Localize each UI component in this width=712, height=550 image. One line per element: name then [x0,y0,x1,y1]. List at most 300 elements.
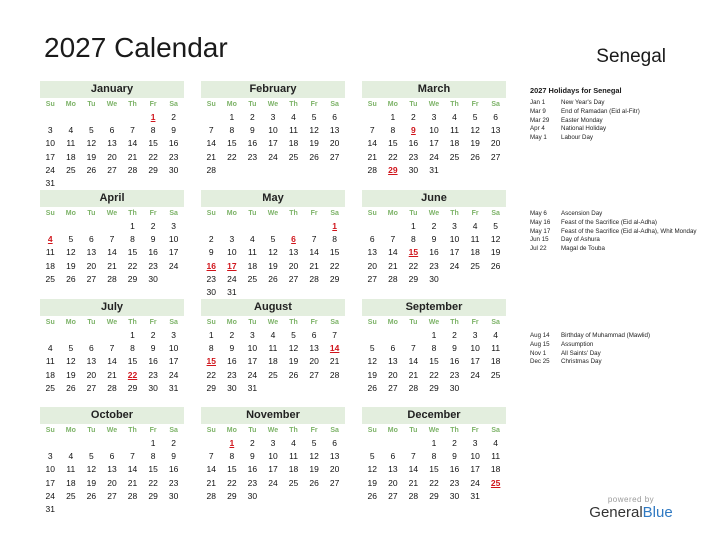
weekday-label: Su [367,427,377,434]
weekday-label: Tu [248,427,257,434]
day-cell: 11 [66,138,76,149]
empty-day-cell [263,220,284,233]
month-november [201,407,345,503]
day-cell: 19 [470,138,480,149]
day-cell: 11 [289,451,298,462]
month-grid [362,424,506,503]
day-cell: 13 [388,464,398,475]
day-cell: 11 [45,356,55,367]
day-cell: 30 [449,490,460,501]
day-cell: 13 [309,343,319,354]
day-cell: 17 [470,464,480,475]
day-cell: 14 [408,356,419,367]
holiday-date: May 1 [530,134,547,142]
holiday-day-cell: 17 [227,260,237,271]
day-cell: 1 [130,221,135,231]
weekday-label: Fr [310,319,318,326]
day-cell: 4 [68,451,74,462]
day-cell: 24 [45,164,56,175]
empty-day-cell [81,111,102,124]
day-cell: 12 [367,464,378,475]
day-cell: 5 [493,221,499,231]
brand-blue: Blue [642,504,673,521]
day-cell: 23 [168,477,179,488]
day-cell: 8 [332,234,338,245]
day-cell: 7 [109,343,115,354]
weekday-label: We [428,210,440,217]
day-cell: 6 [493,112,499,122]
generalblue-logo[interactable] [587,495,675,521]
day-cell: 14 [127,138,138,149]
holiday-date: Aug 14 [530,332,550,339]
day-cell: 22 [127,260,138,271]
day-cell: 22 [148,151,158,162]
day-cell: 4 [68,125,74,136]
weekday-label: Tu [248,319,257,326]
weekday-label: Su [45,319,55,326]
day-cell: 7 [332,330,338,340]
empty-day-cell [61,111,82,124]
empty-day-cell [102,329,123,342]
day-cell: 29 [206,382,217,393]
day-cell: 4 [270,330,276,340]
day-cell: 24 [429,151,439,162]
weekday-label: Mo [65,210,76,217]
weekday-label: Su [206,101,216,108]
weekday-label: Su [367,319,377,326]
day-cell: 15 [227,138,237,149]
empty-day-cell [40,220,61,233]
weekday-label: We [267,427,279,434]
brand-name [587,504,675,521]
empty-day-cell [362,437,383,450]
day-cell: 2 [452,438,457,448]
day-cell: 7 [390,234,396,245]
day-cell: 4 [250,234,255,245]
day-cell: 7 [130,451,135,462]
weekday-label: Th [128,210,137,217]
holiday-date: Mar 29 [530,116,550,124]
empty-day-cell [383,220,404,233]
day-cell: 3 [229,234,235,245]
weekday-label: Mo [65,427,76,434]
day-cell: 10 [470,451,480,462]
month-grid [40,207,184,286]
day-cell: 5 [369,343,375,354]
day-cell: 7 [208,125,214,136]
month-header: May [201,190,345,207]
day-cell: 20 [86,260,97,271]
day-cell: 21 [107,369,117,380]
day-cell: 7 [311,234,317,245]
day-cell: 1 [229,112,235,122]
day-cell: 21 [206,151,217,162]
month-june [362,190,506,286]
day-cell: 28 [367,164,378,175]
day-cell: 26 [490,260,501,271]
day-cell: 16 [168,464,179,475]
month-header: March [362,81,506,98]
day-cell: 14 [408,464,419,475]
weekday-label: Mo [387,210,398,217]
day-cell: 12 [268,247,278,258]
day-cell: 10 [268,125,278,136]
holiday-name: New Year's Day [561,99,605,106]
day-cell: 22 [206,369,217,380]
day-cell: 10 [45,464,56,475]
day-cell: 30 [247,490,258,501]
day-cell: 15 [127,247,138,258]
weekday-label: Th [289,210,298,217]
day-cell: 20 [367,260,378,271]
weekday-label: Fr [149,319,157,326]
day-cell: 10 [449,234,460,245]
day-cell: 26 [268,273,278,284]
day-cell: 14 [206,464,217,475]
day-cell: 18 [288,464,299,475]
day-cell: 2 [171,112,177,122]
weekday-label: Th [128,427,137,434]
day-cell: 21 [408,369,419,380]
weekday-label: Sa [330,101,339,108]
day-cell: 9 [431,234,437,245]
holiday-date: May 17 [530,227,551,235]
weekday-label: Th [450,427,459,434]
day-cell: 26 [309,477,319,488]
day-cell: 11 [268,343,278,354]
day-cell: 16 [227,356,237,367]
day-cell: 21 [309,260,319,271]
day-cell: 26 [66,382,76,393]
weekday-label: Tu [409,427,418,434]
day-cell: 12 [66,356,76,367]
day-cell: 5 [68,343,74,354]
day-cell: 28 [107,273,117,284]
month-header: July [40,299,184,316]
day-cell: 2 [150,221,156,231]
weekday-label: We [106,210,118,217]
weekday-label: We [267,319,279,326]
day-cell: 12 [86,138,97,149]
empty-day-cell [81,220,102,233]
day-cell: 29 [429,382,439,393]
weekday-label: Su [206,210,216,217]
weekday-label: Sa [491,210,500,217]
day-cell: 28 [408,490,419,501]
day-cell: 13 [107,464,117,475]
holiday-name: Birthday of Muhammad (Mawlid) [561,332,651,339]
day-cell: 8 [130,343,135,354]
month-header: February [201,81,345,98]
weekday-label: Tu [409,319,418,326]
day-cell: 7 [369,125,375,136]
weekday-label: Tu [409,101,418,108]
day-cell: 25 [288,151,299,162]
empty-day-cell [283,220,304,233]
weekday-label: Sa [330,210,339,217]
day-cell: 30 [429,273,439,284]
weekday-label: Mo [387,427,398,434]
month-header: August [201,299,345,316]
day-cell: 12 [490,234,501,245]
day-cell: 2 [411,112,416,122]
day-cell: 23 [449,477,460,488]
day-cell: 20 [288,260,299,271]
day-cell: 13 [86,356,97,367]
day-cell: 9 [208,247,214,258]
day-cell: 20 [309,356,319,367]
day-cell: 27 [490,151,501,162]
day-cell: 24 [227,273,237,284]
day-cell: 9 [250,125,255,136]
day-cell: 18 [449,138,460,149]
holiday-day-cell: 1 [229,438,235,448]
day-cell: 21 [408,477,419,488]
day-cell: 25 [449,151,460,162]
weekday-label: Tu [87,319,96,326]
day-cell: 10 [429,125,439,136]
holiday-entry [530,117,700,126]
empty-day-cell [242,220,263,233]
month-january [40,81,184,190]
empty-day-cell [102,220,123,233]
day-cell: 22 [227,477,237,488]
holiday-name: Feast of the Sacrifice (Eid al-Adha) [561,218,657,226]
weekday-label: Tu [87,101,96,108]
holiday-name: Feast of the Sacrifice (Eid al-Adha), Whit Monday [561,227,697,235]
day-cell: 5 [68,234,74,245]
weekday-label: Fr [471,427,479,434]
day-cell: 25 [288,477,299,488]
day-cell: 30 [206,286,217,297]
day-cell: 11 [491,343,501,354]
day-cell: 22 [329,260,340,271]
day-cell: 18 [45,260,56,271]
weekday-label: Th [289,101,298,108]
day-cell: 28 [329,369,340,380]
day-cell: 23 [247,151,258,162]
weekday-label: Su [45,210,55,217]
day-cell: 25 [66,164,76,175]
weekday-label: We [267,101,279,108]
day-cell: 3 [171,221,177,231]
day-cell: 19 [490,247,501,258]
weekday-label: Tu [248,210,257,217]
weekday-label: Sa [491,427,500,434]
weekday-label: Th [450,210,459,217]
day-cell: 3 [171,330,177,340]
day-cell: 25 [490,369,501,380]
holiday-entry [530,210,700,219]
month-grid [40,98,184,190]
day-cell: 8 [411,234,416,245]
holiday-day-cell: 15 [408,247,419,258]
day-cell: 4 [47,343,53,354]
day-cell: 3 [431,112,437,122]
day-cell: 23 [206,273,217,284]
day-cell: 9 [452,451,457,462]
day-cell: 30 [408,164,419,175]
empty-day-cell [383,329,404,342]
empty-day-cell [383,437,404,450]
day-cell: 16 [449,356,460,367]
day-cell: 23 [449,369,460,380]
day-cell: 1 [208,330,214,340]
day-cell: 11 [289,125,298,136]
weekday-label: We [428,319,440,326]
weekday-label: Mo [387,319,398,326]
empty-day-cell [403,329,424,342]
day-cell: 8 [150,451,156,462]
day-cell: 22 [429,477,439,488]
month-august [201,299,345,395]
day-cell: 3 [472,438,478,448]
weekday-label: Mo [65,319,76,326]
day-cell: 4 [493,438,499,448]
day-cell: 28 [206,164,217,175]
weekday-label: Fr [310,101,318,108]
day-cell: 22 [148,477,158,488]
empty-day-cell [61,220,82,233]
day-cell: 7 [411,451,416,462]
day-cell: 13 [367,247,378,258]
day-cell: 25 [66,490,76,501]
holiday-name: Easter Monday [561,116,603,124]
day-cell: 29 [329,273,340,284]
day-cell: 1 [150,438,156,448]
day-cell: 29 [429,490,439,501]
day-cell: 12 [288,343,299,354]
day-cell: 18 [288,138,299,149]
day-cell: 15 [148,464,158,475]
day-cell: 9 [452,343,457,354]
day-cell: 13 [490,125,501,136]
weekday-label: Th [450,101,459,108]
day-cell: 18 [66,151,76,162]
day-cell: 4 [452,112,457,122]
holiday-date: Nov 1 [530,349,547,357]
holiday-date: May 16 [530,218,551,226]
day-cell: 27 [367,273,378,284]
day-cell: 25 [247,273,258,284]
weekday-label: Tu [87,210,96,217]
day-cell: 19 [86,477,97,488]
day-cell: 6 [369,234,375,245]
day-cell: 22 [408,260,419,271]
day-cell: 4 [493,330,499,340]
holiday-name: Labour Day [561,134,593,142]
weekday-label: Mo [65,101,76,108]
day-cell: 20 [107,477,117,488]
holiday-name: Ascension Day [561,210,603,217]
day-cell: 1 [431,438,437,448]
day-cell: 1 [411,221,416,231]
empty-day-cell [81,329,102,342]
day-cell: 31 [45,177,56,188]
day-cell: 7 [109,234,115,245]
day-cell: 25 [45,382,56,393]
day-cell: 26 [288,369,299,380]
day-cell: 9 [171,125,177,136]
day-cell: 27 [288,273,299,284]
holiday-entry [530,219,700,228]
day-cell: 1 [431,330,437,340]
day-cell: 5 [472,112,478,122]
day-cell: 29 [227,490,237,501]
day-cell: 17 [268,138,278,149]
weekday-label: Th [289,427,298,434]
empty-day-cell [201,111,222,124]
day-cell: 23 [148,260,158,271]
day-cell: 14 [309,247,319,258]
empty-day-cell [222,220,243,233]
day-cell: 23 [408,151,419,162]
brand-general: General [589,504,643,521]
day-cell: 20 [329,464,340,475]
month-grid [201,316,345,395]
weekday-label: We [267,210,279,217]
holiday-day-cell: 16 [206,260,217,271]
day-cell: 15 [429,356,439,367]
day-cell: 21 [329,356,340,367]
day-cell: 4 [291,438,296,448]
weekday-label: Tu [409,210,418,217]
month-october [40,407,184,516]
day-cell: 26 [470,151,480,162]
weekday-label: Mo [387,101,398,108]
holiday-entry [530,108,700,117]
day-cell: 17 [45,151,56,162]
weekday-label: We [106,101,118,108]
month-february [201,81,345,177]
day-cell: 12 [86,464,97,475]
day-cell: 18 [268,356,278,367]
day-cell: 20 [107,151,117,162]
day-cell: 17 [247,356,258,367]
day-cell: 29 [408,273,419,284]
day-cell: 8 [208,343,214,354]
day-cell: 8 [431,451,437,462]
holiday-entry [530,358,700,367]
day-cell: 27 [309,369,319,380]
day-cell: 14 [388,247,398,258]
weekday-label: Mo [226,101,237,108]
day-cell: 25 [470,260,480,271]
day-cell: 9 [250,451,255,462]
month-grid [201,424,345,503]
day-cell: 10 [268,451,278,462]
holiday-day-cell: 25 [490,477,501,488]
weekday-label: Fr [471,210,479,217]
weekday-label: Su [206,319,216,326]
day-cell: 13 [329,125,340,136]
day-cell: 2 [208,234,214,245]
day-cell: 24 [45,490,56,501]
day-cell: 13 [329,451,340,462]
day-cell: 21 [127,151,138,162]
day-cell: 27 [388,382,398,393]
month-may [201,190,345,299]
day-cell: 26 [309,151,319,162]
day-cell: 7 [411,343,416,354]
empty-day-cell [304,220,325,233]
day-cell: 17 [449,247,460,258]
day-cell: 28 [309,273,319,284]
day-cell: 15 [148,138,158,149]
day-cell: 21 [388,260,398,271]
holiday-entry [530,332,700,341]
day-cell: 23 [247,477,258,488]
